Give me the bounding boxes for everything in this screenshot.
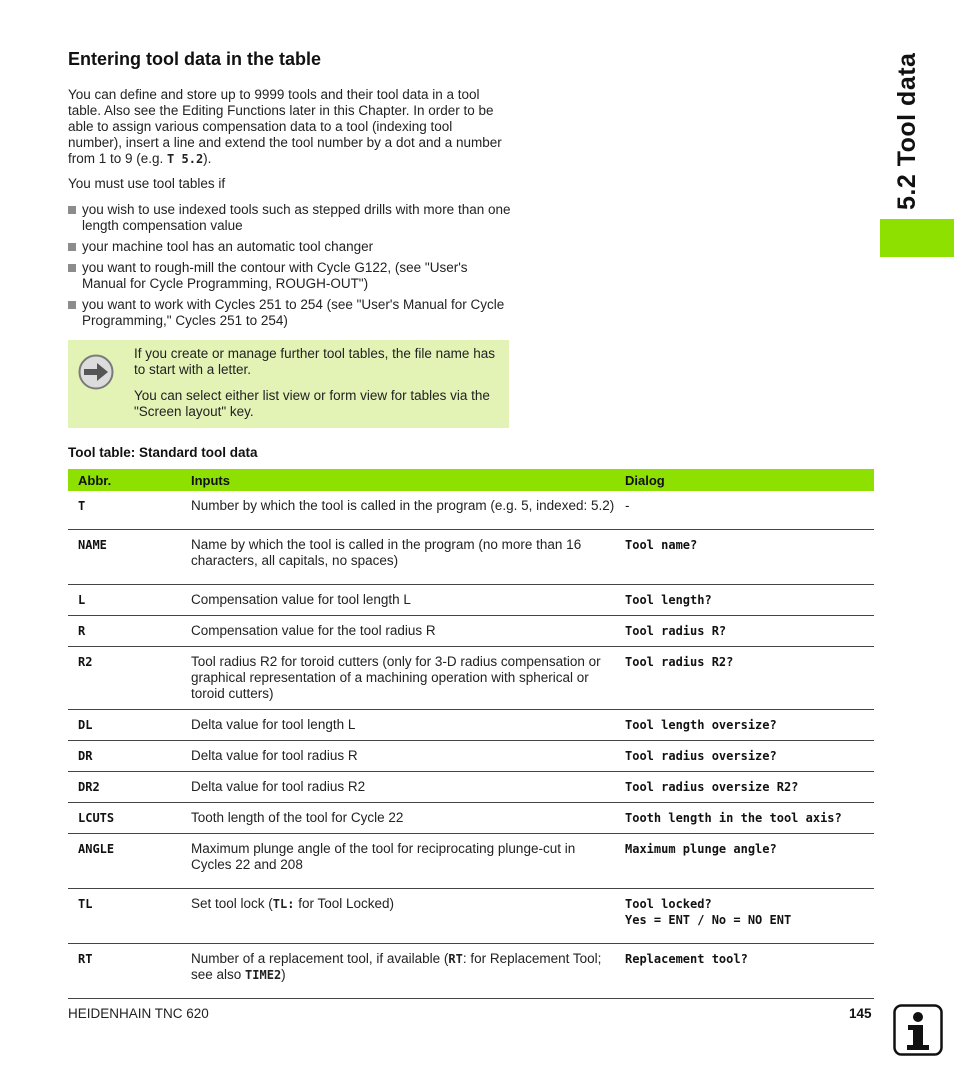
note-text-2: You can select either list view or form view for tables via the "Screen layout" key. xyxy=(134,388,490,419)
cell-abbr: ANGLE xyxy=(68,834,181,889)
cell-inputs: Maximum plunge angle of the tool for reciprocating plunge-cut in Cycles 22 and 208 xyxy=(181,834,615,889)
table-row xyxy=(68,530,874,585)
note-box xyxy=(68,340,509,428)
table-row xyxy=(68,741,874,772)
cell-abbr: LCUTS xyxy=(68,803,181,834)
cell-abbr: DL xyxy=(68,710,181,741)
table-row xyxy=(68,803,874,834)
header-dialog: Dialog xyxy=(615,469,874,491)
intro-paragraph xyxy=(68,87,508,167)
list-item: your machine tool has an automatic tool changer xyxy=(68,239,513,255)
cell-dialog: Tool radius oversize R2? xyxy=(615,772,874,803)
tool-data-table xyxy=(68,469,874,999)
cell-dialog: Tool length? xyxy=(615,585,874,616)
cell-dialog: Tool radius R2? xyxy=(615,647,874,710)
intro-code: T 5.2 xyxy=(167,152,204,166)
bullet-square-icon xyxy=(68,206,76,214)
chapter-side-title: 5.2 Tool data xyxy=(893,52,921,210)
cell-inputs: Compensation value for tool length L xyxy=(181,585,615,616)
intro-end: ). xyxy=(203,151,212,166)
footer-product: HEIDENHAIN TNC 620 xyxy=(68,1006,209,1021)
table-row xyxy=(68,710,874,741)
cell-dialog: Tool length oversize? xyxy=(615,710,874,741)
cell-abbr: R2 xyxy=(68,647,181,710)
table-header-row xyxy=(68,469,874,491)
cell-abbr: L xyxy=(68,585,181,616)
table-row xyxy=(68,834,874,889)
cell-dialog: Tool name? xyxy=(615,530,874,585)
page-number: 145 xyxy=(849,1006,872,1021)
chapter-tab-marker xyxy=(880,219,954,257)
table-row xyxy=(68,491,874,530)
arrow-right-icon xyxy=(78,354,114,390)
cell-abbr: T xyxy=(68,491,181,530)
bullet-square-icon xyxy=(68,264,76,272)
cell-inputs: Delta value for tool radius R2 xyxy=(181,772,615,803)
table-row xyxy=(68,585,874,616)
cell-inputs: Compensation value for the tool radius R xyxy=(181,616,615,647)
table-caption: Tool table: Standard tool data xyxy=(68,445,258,460)
cell-inputs: Delta value for tool radius R xyxy=(181,741,615,772)
header-inputs: Inputs xyxy=(181,469,615,491)
list-item: you want to rough-mill the contour with Cycle G122, (see "User's Manual for Cycle Programming, ROUGH-OUT") xyxy=(68,260,513,292)
intro-text: You can define and store up to 9999 tools and their tool data in a tool table. Also see the Editing Functions later in this Chapter. In order to be able to assign various compensation data to a tool (indexing tool number), insert a line and extend the tool number by a dot and a number from 1 to 9 (e.g. xyxy=(68,87,502,166)
cell-inputs: Number of a replacement tool, if available (RT: for Replacement Tool; see also TIME2) xyxy=(181,944,615,999)
list-item: you wish to use indexed tools such as stepped drills with more than one length compensation value xyxy=(68,202,513,234)
table-row xyxy=(68,647,874,710)
cell-dialog: - xyxy=(615,491,874,530)
must-use-text: You must use tool tables if xyxy=(68,176,226,191)
cell-abbr: RT xyxy=(68,944,181,999)
requirements-list xyxy=(68,202,513,334)
cell-inputs: Tool radius R2 for toroid cutters (only for 3-D radius compensation or graphical representation of a machining operation with spherical or toroid cutters) xyxy=(181,647,615,710)
header-abbr: Abbr. xyxy=(68,469,181,491)
info-icon xyxy=(893,1004,943,1056)
bullet-square-icon xyxy=(68,301,76,309)
bullet-square-icon xyxy=(68,243,76,251)
cell-inputs: Set tool lock (TL: for Tool Locked) xyxy=(181,889,615,944)
cell-dialog: Replacement tool? xyxy=(615,944,874,999)
table-row xyxy=(68,616,874,647)
cell-dialog: Tooth length in the tool axis? xyxy=(615,803,874,834)
table-row xyxy=(68,889,874,944)
section-heading: Entering tool data in the table xyxy=(68,49,322,69)
cell-inputs: Number by which the tool is called in the program (e.g. 5, indexed: 5.2) xyxy=(181,491,615,530)
note-text-1: If you create or manage further tool tables, the file name has to start with a letter. xyxy=(134,346,495,377)
cell-inputs: Delta value for tool length L xyxy=(181,710,615,741)
cell-inputs: Tooth length of the tool for Cycle 22 xyxy=(181,803,615,834)
cell-abbr: NAME xyxy=(68,530,181,585)
cell-dialog: Tool radius oversize? xyxy=(615,741,874,772)
cell-dialog: Maximum plunge angle? xyxy=(615,834,874,889)
list-item: you want to work with Cycles 251 to 254 (see "User's Manual for Cycle Programming," Cycles 251 to 254) xyxy=(68,297,513,329)
cell-abbr: TL xyxy=(68,889,181,944)
cell-abbr: R xyxy=(68,616,181,647)
cell-abbr: DR xyxy=(68,741,181,772)
table-row xyxy=(68,772,874,803)
cell-dialog: Tool radius R? xyxy=(615,616,874,647)
cell-dialog: Tool locked? Yes = ENT / No = NO ENT xyxy=(615,889,874,944)
cell-inputs: Name by which the tool is called in the program (no more than 16 characters, all capitals, no spaces) xyxy=(181,530,615,585)
table-row xyxy=(68,944,874,999)
cell-abbr: DR2 xyxy=(68,772,181,803)
